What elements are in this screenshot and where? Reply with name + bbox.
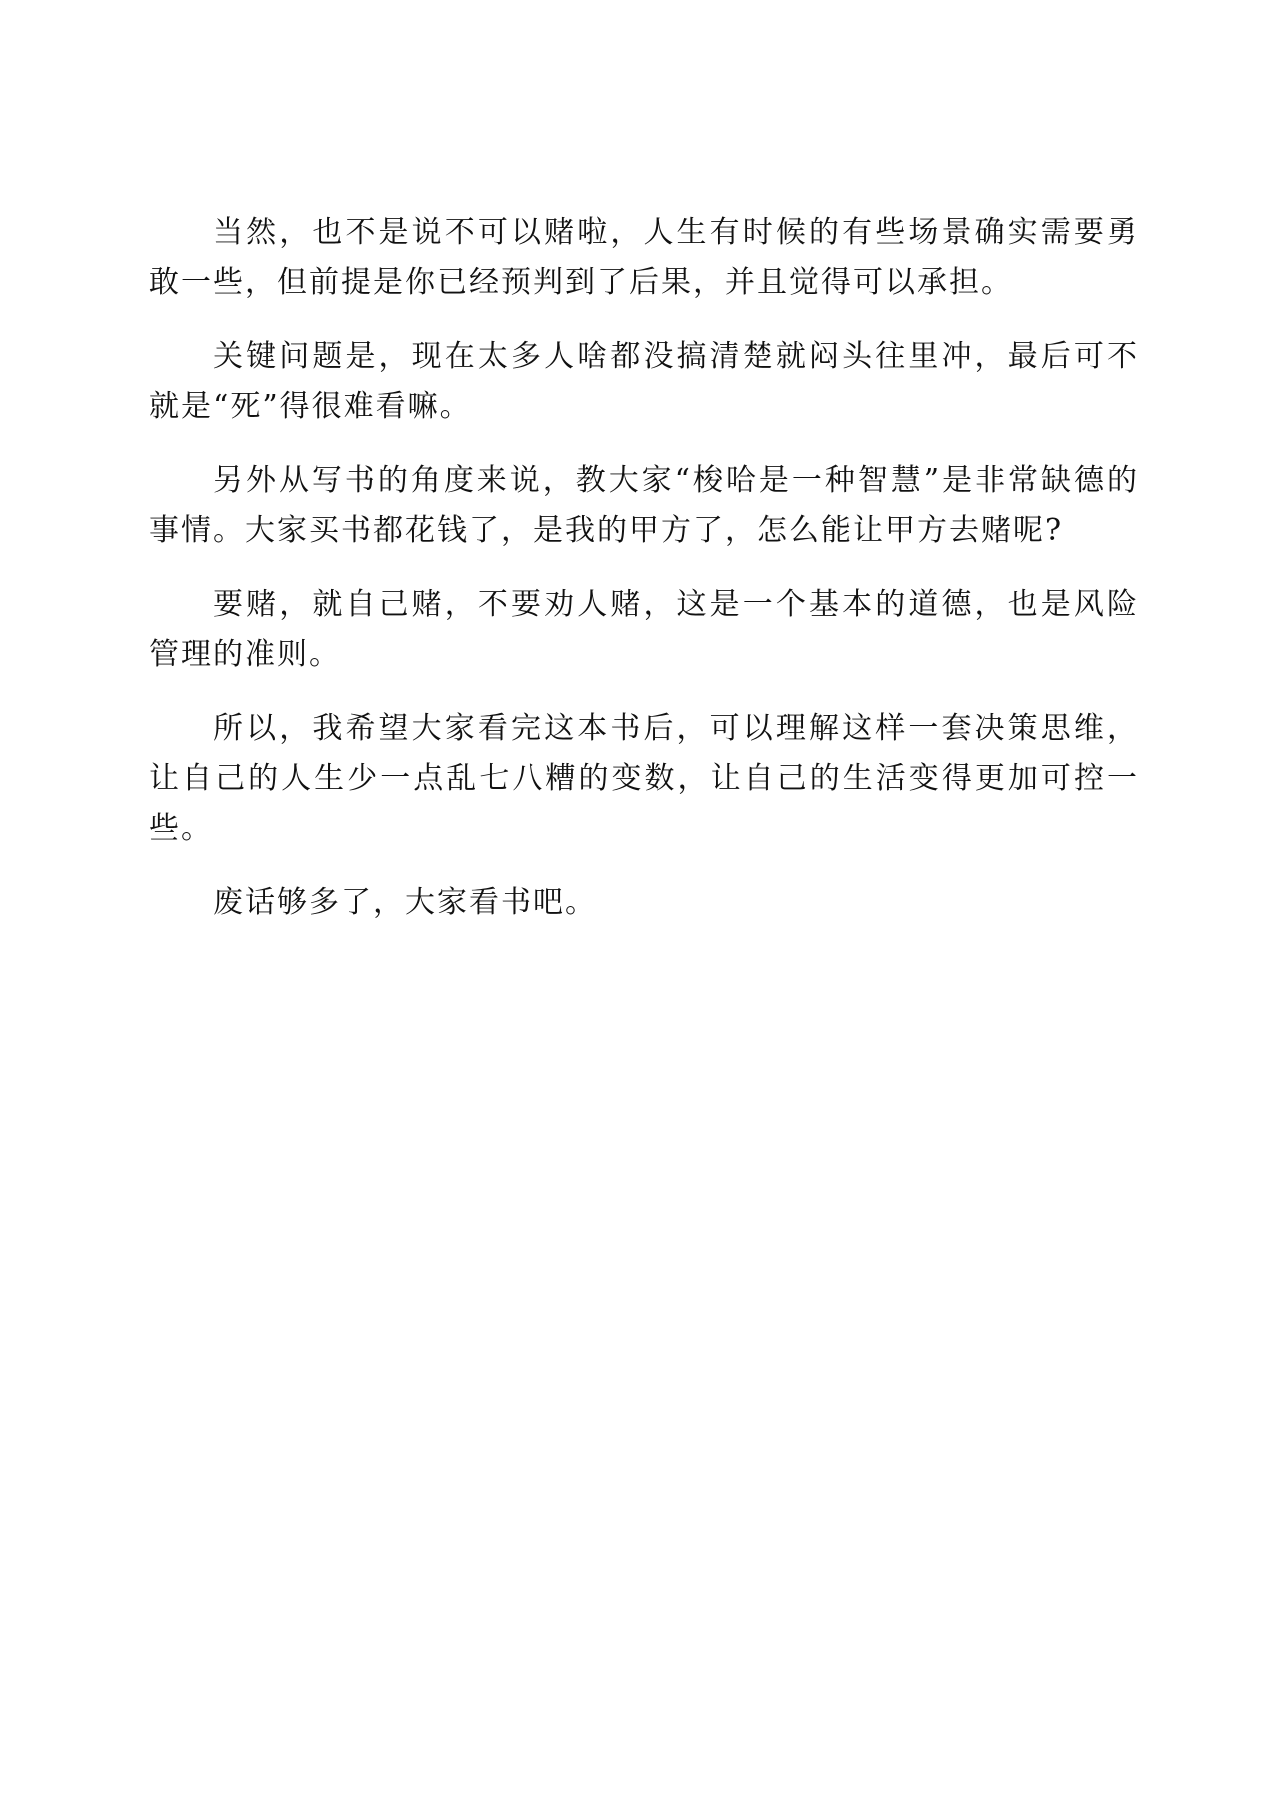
paragraph: 当然，也不是说不可以赌啦，人生有时候的有些场景确实需要勇敢一些，但前提是你已经预判到了后果，并且觉得可以承担。 [149,215,1139,300]
paragraph: 废话够多了，大家看书吧。 [213,885,597,920]
body-text [149,208,1139,928]
paragraph: 要赌，就自己赌，不要劝人赌，这是一个基本的道德，也是风险管理的准则。 [149,587,1139,672]
paragraph: 另外从写书的角度来说，教大家“梭哈是一种智慧”是非常缺德的事情。大家买书都花钱了，是我的甲方了，怎么能让甲方去赌呢? [149,463,1139,548]
paragraph: 所以，我希望大家看完这本书后，可以理解这样一套决策思维，让自己的人生少一点乱七八糟的变数，让自己的生活变得更加可控一些。 [149,711,1139,846]
paragraph: 关键问题是，现在太多人啥都没搞清楚就闷头往里冲，最后可不就是“死”得很难看嘛。 [149,339,1139,424]
